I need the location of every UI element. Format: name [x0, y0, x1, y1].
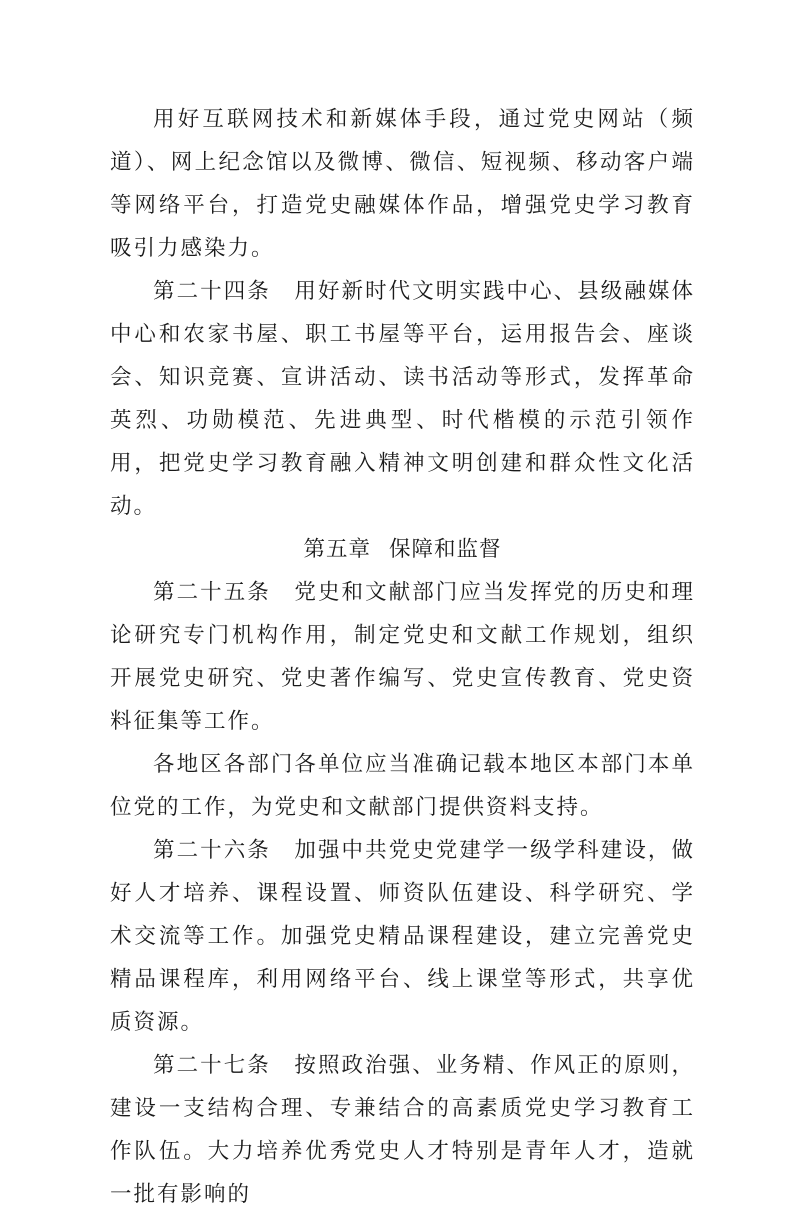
- chapter-title: 保障和监督: [389, 537, 502, 562]
- document-body: [110, 98, 695, 1216]
- paragraph-article-27: 第二十七条 按照政治强、业务精、作风正的原则，建设一支结构合理、专兼结合的高素质党史学习教育工作队伍。大力培养优秀党史人才特别是青年人才，造就一批有影响的: [110, 1053, 695, 1207]
- paragraph-record-keeping: 各地区各部门各单位应当准确记载本地区本部门本单位党的工作，为党史和文献部门提供资料支持。: [110, 752, 695, 820]
- paragraph-article-25: 第二十五条 党史和文献部门应当发挥党的历史和理论研究专门机构作用，制定党史和文献工作规划，组织开展党史研究、党史著作编写、党史宣传教育、党史资料征集等工作。: [110, 580, 695, 734]
- paragraph-article-26: 第二十六条 加强中共党史党建学一级学科建设，做好人才培养、课程设置、师资队伍建设、科学研究、学术交流等工作。加强党史精品课程建设，建立完善党史精品课程库，利用网络平台、线上课堂等形式，共享优质资源。: [110, 838, 695, 1035]
- chapter-number: 第五章: [303, 537, 371, 562]
- paragraph-media-platforms: 用好互联网技术和新媒体手段，通过党史网站（频道）、网上纪念馆以及微博、微信、短视频、移动客户端等网络平台，打造党史融媒体作品，增强党史学习教育吸引力感染力。: [110, 107, 695, 261]
- paragraph-article-24: 第二十四条 用好新时代文明实践中心、县级融媒体中心和农家书屋、职工书屋等平台，运用报告会、座谈会、知识竞赛、宣讲活动、读书活动等形式，发挥革命英烈、功勋模范、先进典型、时代楷模的示范引领作用，把党史学习教育融入精神文明创建和群众性文化活动。: [110, 279, 695, 519]
- chapter-heading: [110, 528, 695, 571]
